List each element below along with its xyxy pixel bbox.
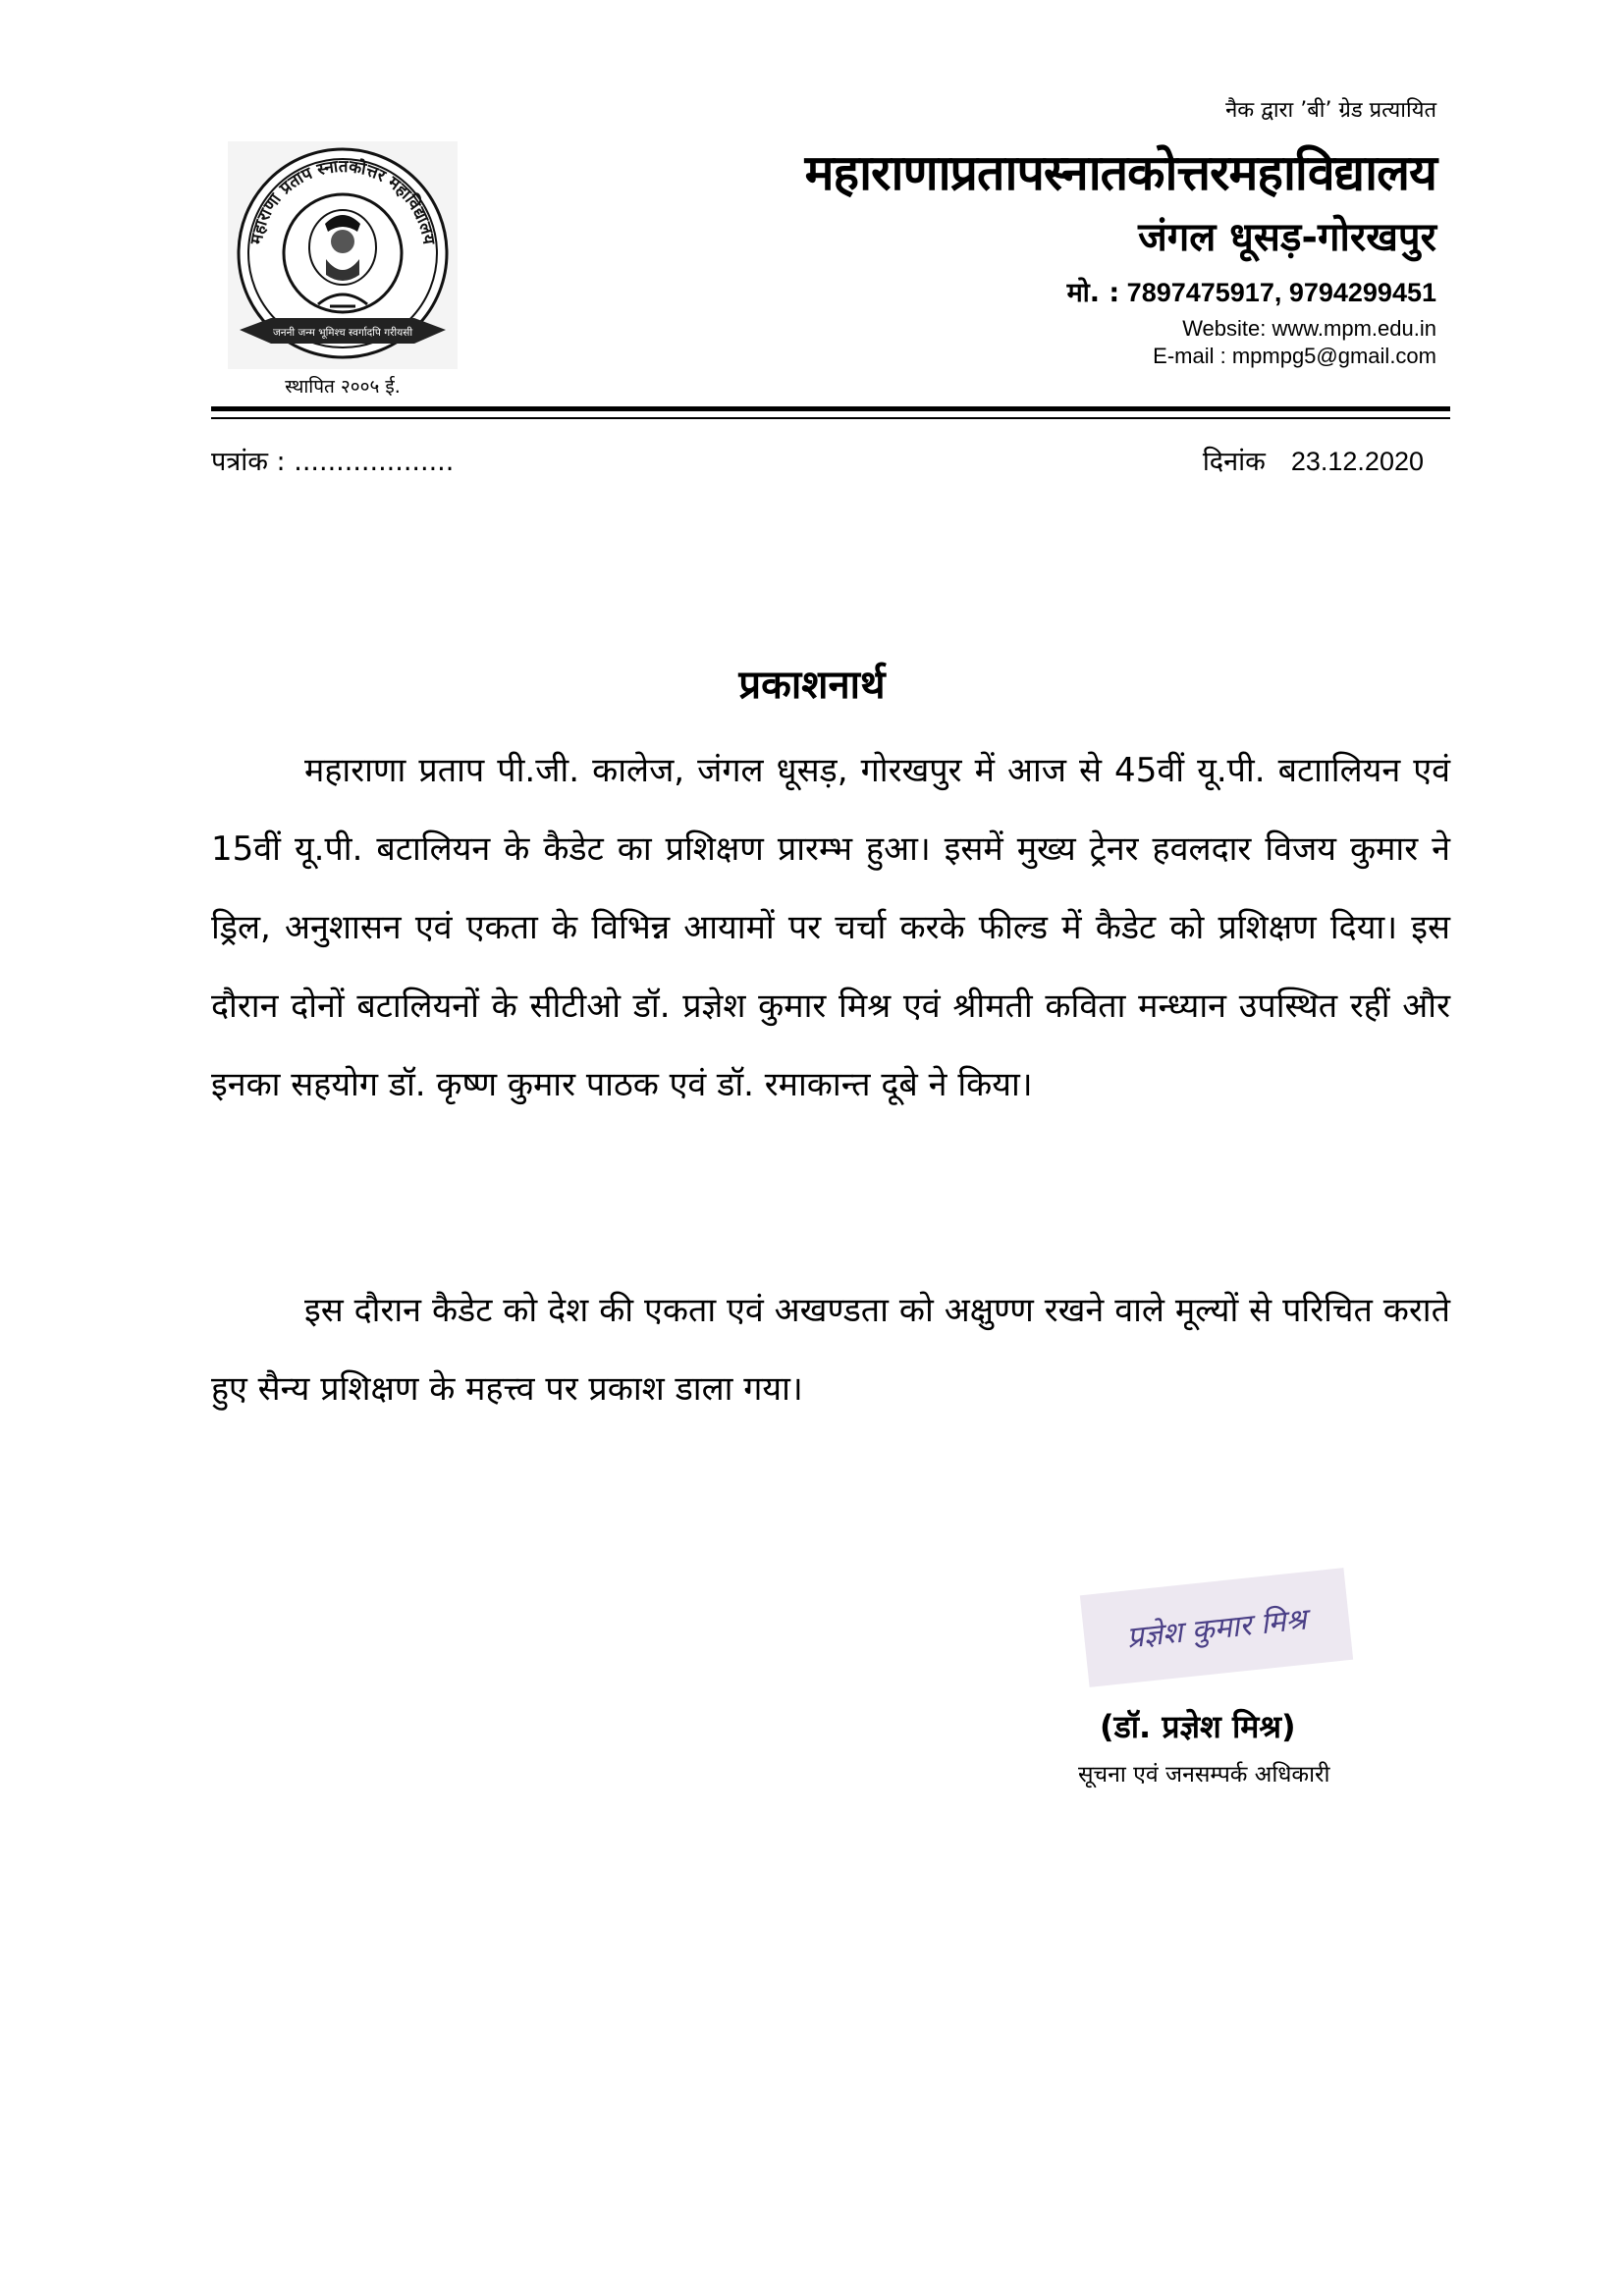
date-line	[1203, 442, 1424, 478]
website-text: Website: www.mpm.edu.in	[1182, 316, 1436, 341]
seal-motto: जननी जन्म भूमिश्च स्वर्गादपि गरीयसी	[272, 327, 413, 339]
date-label: दिनांक	[1202, 447, 1266, 477]
college-seal-logo	[224, 137, 461, 373]
college-name: महाराणाप्रतापस्नातकोत्तरमहाविद्यालय	[804, 144, 1436, 201]
warrior-emblem-icon	[309, 210, 376, 285]
notice-title: प्रकाशनार्थ	[738, 663, 886, 708]
date-value: 23.12.2020	[1290, 447, 1424, 476]
email-text: E-mail : mpmpg5@gmail.com	[1153, 344, 1436, 368]
header-divider-thin	[211, 417, 1450, 419]
seal-arc-text: महाराणा प्रताप स्नातकोत्तर महाविद्यालय	[246, 156, 439, 246]
accreditation-note: नैक द्वारा ’बी’ ग्रेड प्रत्यायित	[1225, 98, 1436, 123]
college-location: जंगल धूसड़-गोरखपुर	[1138, 215, 1436, 260]
signature-text: प्रज्ञेश कुमार मिश्र	[1124, 1602, 1309, 1656]
established-year: स्थापित २००५ ई.	[285, 376, 401, 398]
reference-value: ...................	[294, 447, 455, 477]
phone-label: मो. :	[1066, 278, 1120, 308]
body-paragraph-1: महाराणा प्रताप पी.जी. कालेज, जंगल धूसड़, गोरखपुर में आज से 45वीं यू.पी. बटाालियन एवं 15वीं यू.पी. बटालियन के कैडेट का प्रशिक्षण प्रारम्भ हुआ। इसमें मुख्य ट्रेनर हवलदार विजय कुमार ने ड्रिल, अनुशासन एवं एकता के विभिन्न आयामों पर चर्चा करके फील्ड में कैडेट को प्रशिक्षण दिया। इस दौरान दोनों बटालियनों के सीटीओ डॉ. प्रज्ञेश कुमार मिश्र एवं श्रीमती कविता मन्ध्यान उपस्थित रहीं और इनका सहयोग डॉ. कृष्ण कुमार पाठक एवं डॉ. रमाकान्त दूबे ने किया।	[211, 751, 1450, 1104]
phone-line	[1067, 273, 1436, 309]
signatory-designation: सूचना एवं जनसम्पर्क अधिकारी	[1078, 1762, 1330, 1788]
body-paragraph-2: इस दौरान कैडेट को देश की एकता एवं अखण्डता को अक्षुण्ण रखने वाले मूल्यों से परिचित कराते हुए सैन्य प्रशिक्षण के महत्त्व पर प्रकाश डाला गया।	[211, 1291, 1450, 1409]
phone-numbers: 7897475917, 9794299451	[1126, 278, 1436, 307]
reference-label: पत्रांक :	[211, 447, 286, 477]
reference-line	[211, 442, 454, 478]
signatory-name: (डॉ. प्रज्ञेश मिश्र)	[1100, 1708, 1296, 1745]
header-divider-thick	[211, 406, 1450, 411]
handwritten-signature	[1078, 1566, 1355, 1689]
